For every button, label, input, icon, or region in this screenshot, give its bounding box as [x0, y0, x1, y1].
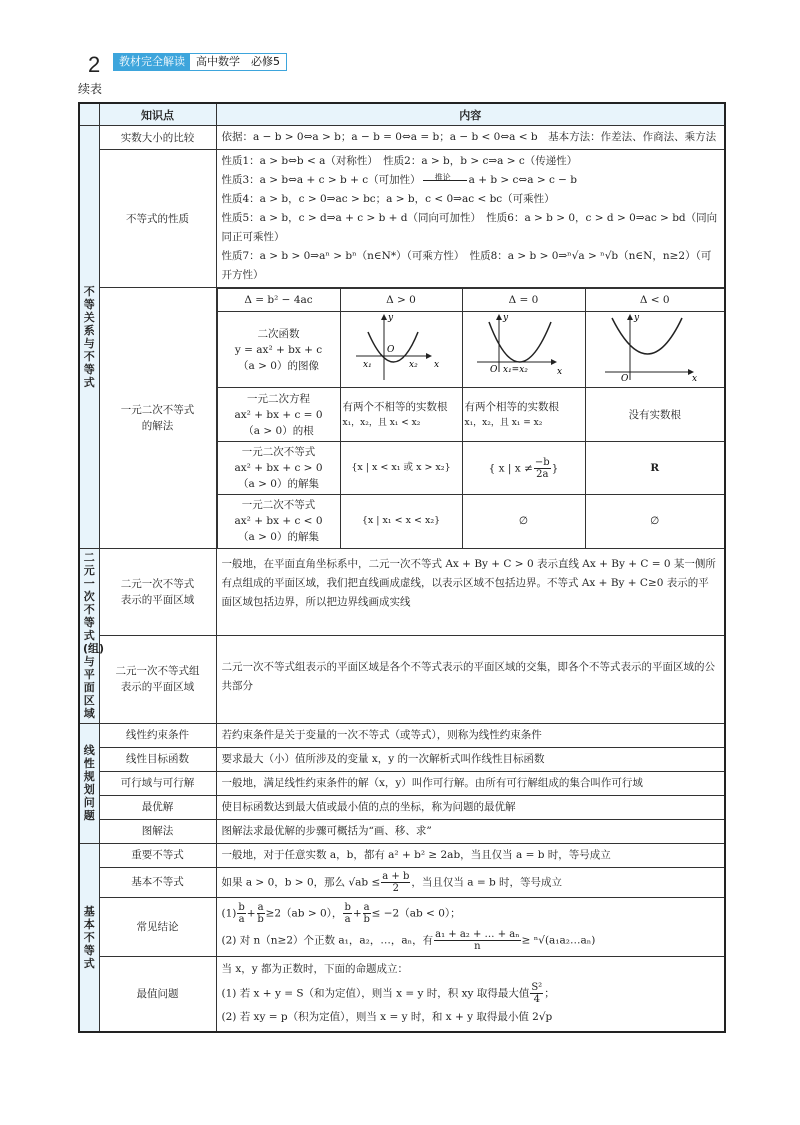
property-line: 性质7：a > b > 0⇒aⁿ > bⁿ（n∈N*）（可乘方性） 性质8：a > b > 0⇒ⁿ√a > ⁿ√b（n∈N，n≥2）（可开方性）	[221, 250, 712, 281]
badge-series: 教材完全解读	[114, 54, 190, 70]
content-cell	[216, 897, 725, 956]
table-row	[79, 723, 725, 747]
svg-text:y: y	[502, 313, 508, 323]
svg-text:O: O	[387, 345, 395, 355]
table-row	[79, 126, 725, 150]
series-badge	[113, 53, 287, 71]
knowledge-point: 线性目标函数	[99, 747, 216, 771]
content-cell	[216, 150, 725, 288]
badge-book: 高中数学 必修5	[190, 54, 286, 70]
svg-text:O: O	[489, 365, 497, 375]
content-cell: 二元一次不等式组表示的平面区域是各个不等式表示的平面区域的交集，即各个不等式表示的平面区域的公共部分	[216, 635, 725, 723]
svg-text:x: x	[434, 360, 440, 370]
svg-text:O: O	[620, 374, 629, 382]
page-number: 2	[88, 52, 101, 77]
summary-table	[78, 102, 726, 1033]
svg-text:y: y	[633, 313, 639, 323]
section-label: 不等关系与不等式	[79, 126, 99, 549]
svg-text:y: y	[388, 313, 394, 323]
table-row	[79, 819, 725, 843]
content-cell: 当 x，y 都为正数时，下面的命题成立： (1) 若 x + y = S（和为定值），则当 x = y 时，积 xy 取得最大值 $\frac{\text{S²}}{4}$ ； (2) 若 xy = p（积为定值），则当 x = y 时，和 x + y 取得最小值 2√p	[216, 956, 725, 1032]
section-label: 线性规划问题	[79, 723, 99, 843]
table-row	[79, 150, 725, 288]
knowledge-point: 重要不等式	[99, 843, 216, 867]
svg-text:x: x	[691, 374, 697, 382]
gt-solution-row: 一元二次不等式 ax² + bx + c > 0 （a > 0）的解集 {x | x < x₁ 或 x > x₂} { x | x ≠ $\frac{-b}{2a}$ } R	[217, 442, 724, 495]
quadratic-table	[217, 288, 725, 548]
table-header-row	[79, 103, 725, 126]
section-label: 二元一次不等式(组)与平面区域	[79, 548, 99, 723]
section-label: 基本不等式	[79, 843, 99, 1032]
discriminant-row: Δ = b² − 4ac Δ > 0 Δ = 0 Δ < 0	[217, 289, 724, 312]
content-cell: 一般地，在平面直角坐标系中，二元一次不等式 Ax + By + C > 0 表示直线 Ax + By + C = 0 某一侧所有点组成的平面区域，我们把直线画成虚线，以表示区域不包括边界。不等式 Ax + By + C≥0 表示的平面区域包括边界，所以把边界线画成实线	[216, 548, 725, 635]
knowledge-point: 线性约束条件	[99, 723, 216, 747]
property-line: 性质3：a > b⇔a + c > b + c（可加性） 推论 a + b > c⇔a > c − b	[222, 171, 720, 190]
knowledge-point: 最优解	[99, 795, 216, 819]
content-cell: 如果 a > 0，b > 0，那么 √ab ≤ $\frac{a + b}{2}$ ，当且仅当 a = b 时，等号成立	[216, 867, 725, 897]
table-row	[79, 867, 725, 897]
knowledge-point: 最值问题	[99, 956, 216, 1032]
header-content: 内容	[216, 103, 725, 126]
content-cell: 一般地，满足线性约束条件的解（x，y）叫作可行解。由所有可行解组成的集合叫作可行域	[216, 771, 725, 795]
conclusion-2: (2) 对 n（n≥2）个正数 a₁，a₂，…，aₙ，有 $\frac{\text{a₁ + a₂ + … + aₙ}}{n}$ ≥ ⁿ√(a₁a₂…aₙ)	[221, 928, 596, 952]
svg-text:x₁=x₂: x₁=x₂	[502, 365, 528, 375]
continued-label: 续表	[78, 82, 103, 96]
table-row	[79, 771, 725, 795]
quadratic-table-cell	[216, 288, 725, 549]
table-row	[79, 635, 725, 723]
content-cell: 图解法求最优解的步骤可概括为“画、移、求”	[216, 819, 725, 843]
knowledge-point: 二元一次不等式表示的平面区域	[99, 548, 216, 635]
content-cell: 一般地，对于任意实数 a，b，都有 a² + b² ≥ 2ab，当且仅当 a = b 时，等号成立	[216, 843, 725, 867]
parabola-one-root-graph	[462, 312, 585, 388]
content-cell: 要求最大（小）值所涉及的变量 x，y 的一次解析式叫作线性目标函数	[216, 747, 725, 771]
svg-text:x: x	[556, 367, 562, 377]
parabola-no-root-graph	[585, 312, 724, 388]
property-line: 性质4：a > b，c > 0⇒ac > bc；a > b，c < 0⇒ac < bc（可乘性）	[221, 193, 555, 205]
knowledge-point: 图解法	[99, 819, 216, 843]
graph-row: 二次函数 y = ax² + bx + c （a > 0）的图像 y O x₁ x₂ x y O x₁=x₂ x y O x	[217, 312, 724, 388]
table-row	[79, 956, 725, 1032]
svg-text:x₁: x₁	[363, 360, 372, 370]
knowledge-point: 不等式的性质	[99, 150, 216, 288]
roots-row: 一元二次方程 ax² + bx + c = 0 （a > 0）的根 有两个不相等的实数根 x₁，x₂，且 x₁ < x₂ 有两个相等的实数根 x₁，x₂，且 x₁ = x₂ 没有实数根	[217, 388, 724, 442]
svg-text:x₂: x₂	[409, 360, 418, 370]
knowledge-point: 常见结论	[99, 897, 216, 956]
table-row	[79, 897, 725, 956]
content-cell: 使目标函数达到最大值或最小值的点的坐标，称为问题的最优解	[216, 795, 725, 819]
lt-solution-row: 一元二次不等式 ax² + bx + c < 0 （a > 0）的解集 {x | x₁ < x < x₂} ∅ ∅	[217, 495, 724, 548]
property-line: 性质1：a > b⇔b < a（对称性） 性质2：a > b，b > c⇒a > c（传递性）	[221, 155, 578, 167]
corollary-label: 推论	[434, 172, 451, 182]
knowledge-point: 可行域与可行解	[99, 771, 216, 795]
conclusion-1: (1) $\frac{b}{a}$ + $\frac{a}{b}$ ≥2（ab > 0）， $\frac{b}{a}$ + $\frac{a}{b}$ ≤ −2（ab < 0）；	[221, 901, 461, 925]
content-cell: 依据：a − b > 0⇔a > b；a − b = 0⇔a = b；a − b < 0⇔a < b 基本方法：作差法、作商法、乘方法	[216, 126, 725, 150]
knowledge-point: 实数大小的比较	[99, 126, 216, 150]
parabola-two-roots-graph	[340, 312, 462, 388]
property-line: 性质5：a > b，c > d⇒a + c > b + d（同向可加性） 性质6：a > b > 0，c > d > 0⇒ac > bd（同向同正可乘性）	[221, 212, 718, 243]
table-row	[79, 795, 725, 819]
table-row	[79, 843, 725, 867]
knowledge-point: 基本不等式	[99, 867, 216, 897]
knowledge-point: 一元二次不等式的解法	[99, 288, 216, 549]
content-cell: 若约束条件是关于变量的一次不等式（或等式），则称为线性约束条件	[216, 723, 725, 747]
table-row	[79, 288, 725, 549]
table-row	[79, 548, 725, 635]
knowledge-point: 二元一次不等式组表示的平面区域	[99, 635, 216, 723]
header-kp: 知识点	[99, 103, 216, 126]
table-row	[79, 747, 725, 771]
